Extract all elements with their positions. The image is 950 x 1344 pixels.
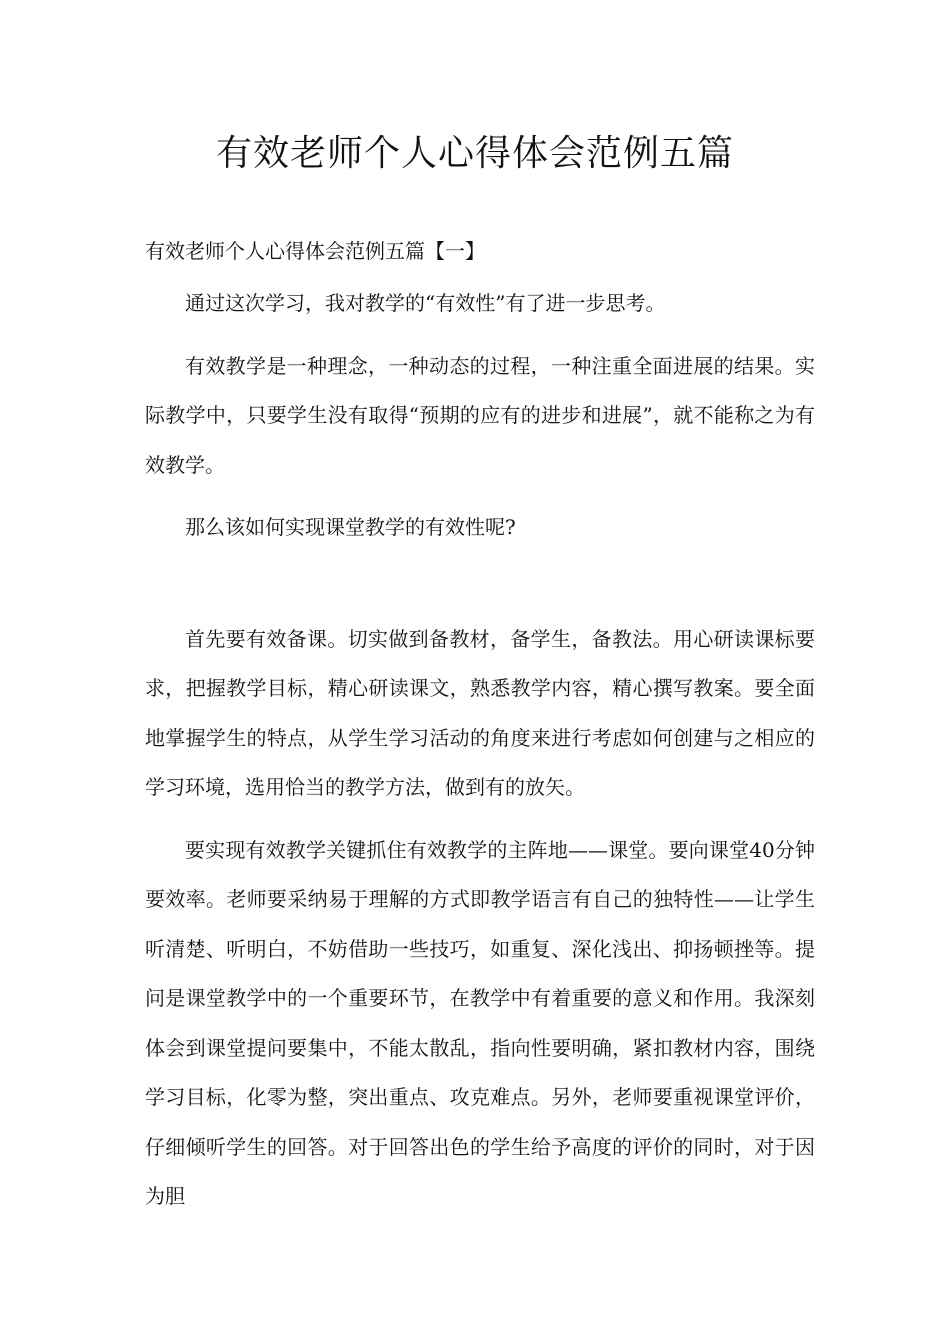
paragraph-gap	[145, 553, 815, 602]
paragraph-3: 那么该如何实现课堂教学的有效性呢?	[185, 515, 516, 539]
paragraph-5: 要实现有效教学关键抓住有效教学的主阵地——课堂。要向课堂40分钟要效率。老师要采纳易于理解的方式即教学语言有自己的独特性——让学生听清楚、听明白，不妨借助一些技巧，如重复、深化浅出、抑扬顿挫等。提问是课堂教学中的一个重要环节，在教学中有着重要的意义和作用。我深刻体会到课堂提问要集中，不能太散乱，指向性要明确，紧扣教材内容，围绕学习目标，化零为整，突出重点、攻克难点。另外，老师要重视课堂评价，仔细倾听学生的回答。对于回答出色的学生给予高度的评价的同时，对于因为胆	[145, 837, 815, 1208]
document-title: 有效老师个人心得体会范例五篇	[215, 133, 734, 174]
paragraph-2: 有效教学是一种理念，一种动态的过程，一种注重全面进展的结果。实际教学中，只要学生没有取得“预期的应有的进步和进展”，就不能称之为有效教学。	[145, 353, 815, 477]
paragraph-4: 首先要有效备课。切实做到备教材，备学生，备教法。用心研读课标要求，把握教学目标，精心研读课文，熟悉教学内容，精心撰写教案。要全面地掌握学生的特点，从学生学习活动的角度来进行考虑如何创建与之相应的学习环境，选用恰当的教学方法，做到有的放矢。	[145, 626, 815, 799]
section-heading: 有效老师个人心得体会范例五篇【一】	[145, 239, 485, 263]
paragraph-1: 通过这次学习，我对教学的“有效性”有了进一步思考。	[185, 291, 666, 315]
document-body	[145, 233, 815, 1222]
